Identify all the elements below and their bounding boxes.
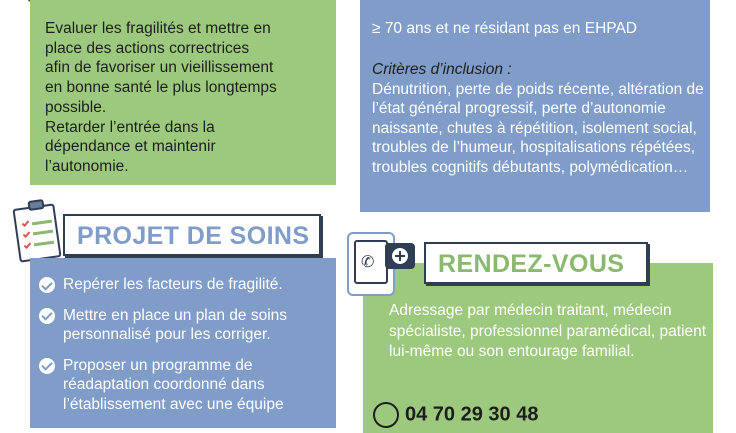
- objective-line: Retarder l’entrée dans la: [45, 118, 215, 136]
- age-criterion: ≥ 70 ans et ne résidant pas en EHPAD: [372, 20, 637, 37]
- care-plan-title: PROJET DE SOINS: [77, 222, 310, 250]
- care-plan-list: [39, 275, 329, 425]
- objective-line: place des actions correctrices: [45, 39, 250, 57]
- check-circle-icon: [39, 358, 55, 374]
- appointment-panel: [363, 263, 713, 433]
- objective-panel: [30, 0, 336, 185]
- clipboard-icon: [14, 200, 62, 262]
- list-item-text: Proposer un programme de réadaptation coordonné dans l’établissement avec une équipe: [63, 356, 284, 413]
- check-circle-icon: [39, 277, 55, 293]
- phone-number-line[interactable]: [373, 402, 538, 428]
- public-panel: [360, 0, 710, 212]
- plus-badge-icon: [385, 243, 415, 269]
- phone-icon: [373, 402, 399, 428]
- list-item-text: Mettre en place un plan de soins personnalisé pour les corriger.: [63, 306, 288, 343]
- tablet-phone-icon: ✆: [347, 232, 395, 296]
- appointment-title: RENDEZ-VOUS: [438, 250, 625, 278]
- objective-line: dépendance et maintenir: [45, 138, 216, 156]
- objective-text: [45, 19, 330, 177]
- care-plan-header: [63, 214, 321, 256]
- appointment-text: Adressage par médecin traitant, médecin spécialiste, professionnel paramédical, patient lui-même ou son entourage familial.: [389, 302, 707, 361]
- list-item-text: Repérer les facteurs de fragilité.: [63, 276, 283, 293]
- objective-line: en bonne santé le plus longtemps: [45, 79, 277, 97]
- inclusion-criteria-title: Critères d’inclusion :: [372, 61, 512, 78]
- inclusion-criteria-text: Dénutrition, perte de poids récente, altération de l’état général progressif, perte d’autonomie naissante, chutes à répétition, isolement social, troubles de l’humeur, hospitalisations répétées, troubles cognitifs débutants, polymédication…: [372, 81, 704, 176]
- care-plan-panel: [30, 258, 336, 428]
- appointment-header: [424, 242, 648, 284]
- list-item: [39, 356, 329, 415]
- objective-line: possible.: [45, 98, 107, 116]
- list-item: [39, 306, 329, 345]
- list-item: [39, 275, 329, 295]
- check-circle-icon: [39, 308, 55, 324]
- objective-line: Evaluer les fragilités et mettre en: [45, 20, 271, 37]
- objective-line: afin de favoriser un vieillissement: [45, 59, 274, 77]
- objective-line: l’autonomie.: [45, 157, 129, 175]
- phone-number[interactable]: 04 70 29 30 48: [405, 403, 539, 426]
